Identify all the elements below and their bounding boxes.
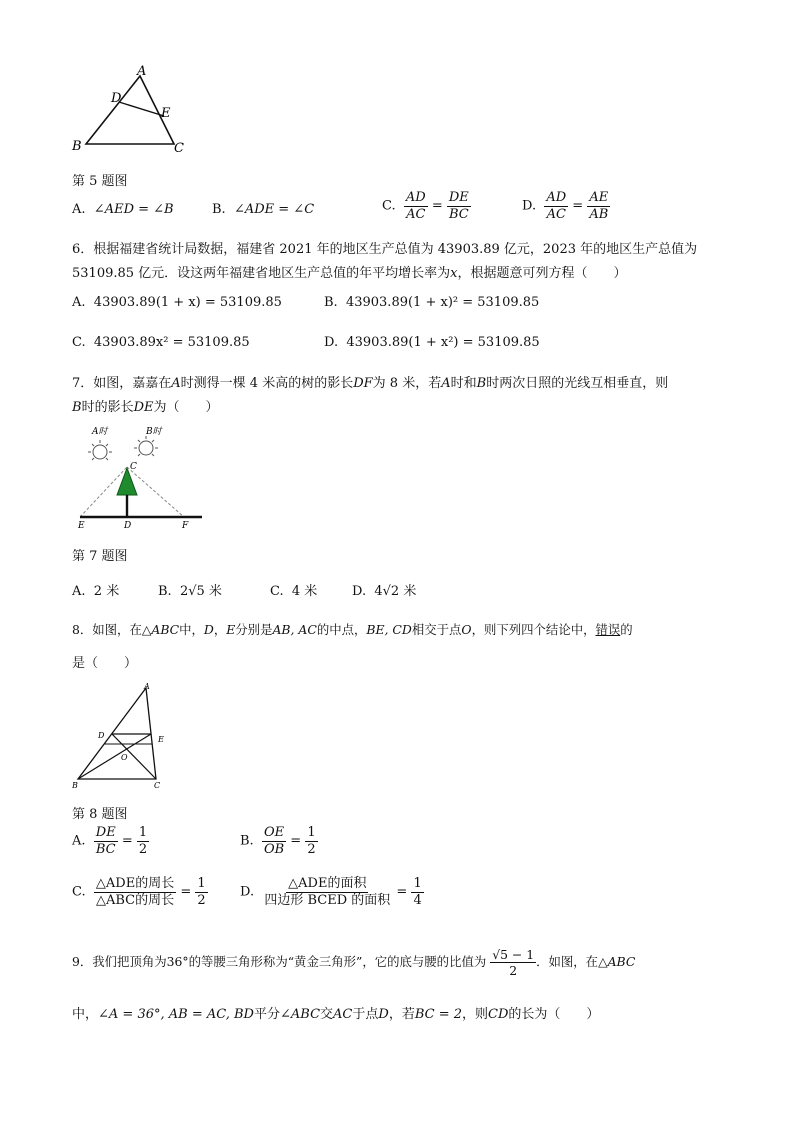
q7-stem-line2: B时的影长DE为（ ） [72, 400, 219, 415]
q8-label-B: B [72, 781, 78, 790]
q5-c-frac-left: $\frac{AD}{AC}$ [405, 190, 426, 222]
q6-option-c[interactable]: C. 43903.89x² = 53109.85 [72, 335, 250, 350]
q5-c-frac-right: $\frac{DE}{BC}$ [448, 190, 469, 222]
q7-label-sunA: A时 [92, 427, 108, 437]
q5-option-c[interactable]: C. $\frac{AD}{AC}$ = $\frac{DE}{BC}$ [382, 190, 469, 222]
q8-figure [70, 680, 170, 792]
q5-d-frac-left: $\frac{AD}{AC}$ [546, 190, 567, 222]
q8-label-A: A [144, 682, 150, 691]
q5-d-frac-right: $\frac{AE}{AB}$ [589, 190, 609, 222]
q8-stem-line1: 8．如图，在△ABC中，D，E分别是AB, AC的中点，BE, CD相交于点O，则下列四个结论中，错误的 [72, 622, 633, 637]
q8-label-O: O [121, 753, 128, 762]
q9-stem-line2: 中，∠A = 36°, AB = AC, BD平分∠ABC交AC于点D，若BC = 2，则CD的长为（ ） [72, 1007, 600, 1022]
q7-option-b[interactable]: B. 2√5 米 [158, 584, 222, 599]
q7-label-D: D [124, 521, 132, 531]
q9-stem-line1: 9．我们把顶角为36°的等腰三角形称为“黄金三角形”，它的底与腰的比值为 $\frac{√5 - 1}{2}$ ．如图，在△ABC [72, 947, 636, 979]
q8-option-a[interactable]: A. $\frac{DE}{BC}$ = $\frac{1}{2}$ [72, 825, 148, 857]
q6-stem-line2: 53109.85 亿元．设这两年福建省地区生产总值的年平均增长率为x，根据题意可列方程（ ） [72, 266, 627, 281]
q7-figure [72, 422, 212, 532]
q6-option-a[interactable]: A. 43903.89(1 + x) = 53109.85 [72, 295, 282, 310]
q6-stem-line1: 6．根据福建省统计局数据，福建省 2021 年的地区生产总值为 43903.89 亿元，2023 年的地区生产总值为 [72, 242, 698, 257]
q5-caption: 第 5 题图 [72, 174, 128, 189]
sun-b-icon [134, 436, 158, 456]
sun-a-icon [88, 440, 112, 460]
q7-option-a[interactable]: A. 2 米 [72, 584, 120, 599]
q5-label-D: D [111, 91, 122, 106]
q7-caption: 第 7 题图 [72, 549, 128, 564]
q7-option-d[interactable]: D. 4√2 米 [352, 584, 417, 599]
q6-option-b[interactable]: B. 43903.89(1 + x)² = 53109.85 [324, 295, 540, 310]
q8-caption: 第 8 题图 [72, 807, 128, 822]
q5-option-b[interactable]: B. ∠ADE = ∠C [212, 202, 315, 217]
q7-label-F: F [182, 521, 189, 531]
q8-option-d[interactable]: D. $\frac{\text{△ADE的面积}}{\text{四边形 BCED 的面积}}$ = $\frac{1}{4}$ [240, 876, 422, 908]
q5-option-a[interactable]: A. ∠AED = ∠B [72, 202, 174, 217]
q8-label-C: C [154, 781, 161, 790]
q7-label-E: E [78, 521, 85, 531]
q8-label-E: E [158, 735, 164, 744]
q7-option-c[interactable]: C. 4 米 [270, 584, 318, 599]
q7-label-C: C [130, 462, 137, 472]
q7-label-sunB: B时 [146, 427, 162, 437]
tree-icon [117, 468, 137, 495]
q8-option-c[interactable]: C. $\frac{\text{△ADE的周长}}{\text{△ABC的周长}}$ = $\frac{1}{2}$ [72, 876, 206, 908]
q8-stem-line2: 是（ ） [72, 656, 138, 671]
q5-label-B: B [72, 139, 82, 154]
q8-label-D: D [98, 731, 105, 740]
q5-option-d[interactable]: D. $\frac{AD}{AC}$ = $\frac{AE}{AB}$ [522, 190, 609, 222]
q5-label-E: E [161, 106, 171, 121]
q6-option-d[interactable]: D. 43903.89(1 + x²) = 53109.85 [324, 335, 540, 350]
golden-ratio-fraction: $\frac{√5 - 1}{2}$ [492, 947, 535, 979]
q5-figure [68, 64, 198, 156]
q7-stem-line1: 7．如图，嘉嘉在A时测得一棵 4 米高的树的影长DF为 8 米，若A时和B时两次日照的光线互相垂直，则 [72, 376, 669, 391]
q5-label-A: A [137, 64, 147, 79]
q5-label-C: C [174, 141, 184, 156]
q8-option-b[interactable]: B. $\frac{OE}{OB}$ = $\frac{1}{2}$ [240, 825, 316, 857]
